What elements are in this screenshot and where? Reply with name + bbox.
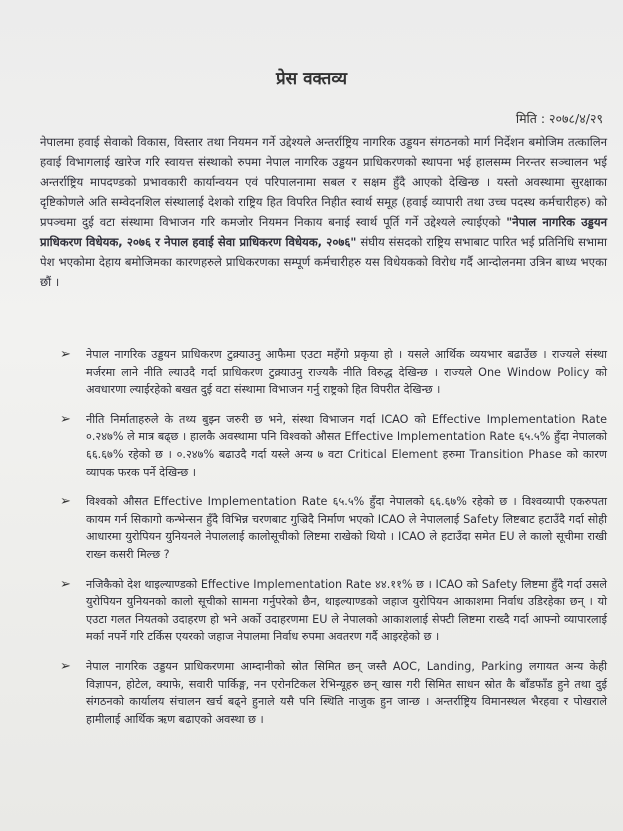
intro-bill-names: "नेपाल नागरिक उड्डयन प्राधिकरण विधेयक, २०७६ र नेपाल हवाई सेवा प्राधिकरण विधेयक, २०७६" (40, 215, 608, 249)
point-text: नीति निर्माताहरुले के तथ्य बुझ्न जरुरी छ भने, संस्था विभाजन गर्दा ICAO को Effective Implementation Rate ०.२४७% ले मात्र बढ्छ । हालकै अवस्थामा पनि विश्वको औसत Effective Implementation Rate ६५.५% हुँदा नेपालको ६६.६७% रहेको छ । ०.२४७% बढाउदै गर्दा यस्ले अन्य ७ वटा Critical Element हरुमा Transition Phase को कारण व्यापक फरक पर्ने देखिन्छ । (86, 412, 607, 479)
points-list (60, 346, 607, 740)
list-item (60, 346, 607, 399)
list-item (60, 411, 607, 481)
arrow-bullet-icon: ➢ (60, 347, 71, 362)
point-text: नजिकैको देश थाइल्याण्डको Effective Implementation Rate ४४.११% छ । ICAO को Safety लिष्टमा हुँदै गर्दा उसले युरोपियन युनियनको कालो सूचीको सामना गर्नुपरेको छैन, थाइल्याण्डको जहाज युरोपियन आकाशमा निर्वाध उडिरहेका छन् । यो एउटा गलत नियतको उदाहरण हो भने अर्को उदाहरणमा EU ले नेपालको आकाशलाई सेफ्टी लिष्टमा राख्दै गर्दा आफ्नो व्यापारलाई मर्का नपर्ने गरि टर्किस एयरको जहाज नेपालमा निर्वाध रुपमा अवतरण गर्दै आइरहेको छ । (86, 577, 607, 644)
list-item (60, 658, 607, 728)
intro-text-1: नेपालमा हवाई सेवाको विकास, विस्तार तथा नियमन गर्ने उद्देश्यले अन्तर्राष्ट्रिय नागरिक उड्डयन संगठनको मार्ग निर्देशन बमोजिम तत्कालिन हवाई विभागलाई खारेज गरि स्वायत्त संस्थाको रुपमा नेपाल नागरिक उड्डयन प्राधिकरणको स्थापना भई हालसम्म निरन्तर सञ्चालन भई अन्तर्राष्ट्रिय मापदण्डको प्रभावकारी कार्यान्वयन एवं परिपालनामा सबल र सक्षम हुँदै आएको देखिन्छ । यस्तो अवस्थामा सुरक्षाका दृष्टिकोणले अति सम्वेदनशिल संस्थालाई देशको राष्ट्रिय हित विपरित निहीत स्वार्थ समूह (हवाई व्यापारी तथा उच्च पदस्थ कर्मचारीहरु) को प्रपञ्चमा दुई वटा संस्थामा विभाजन गरि कमजोर नियमन निकाय बनाई स्वार्थ पूर्ति गर्ने उद्देश्यले ल्याईएको (40, 135, 607, 229)
page-title: प्रेस वक्तव्य (275, 69, 347, 89)
list-item (60, 493, 607, 563)
point-text: नेपाल नागरिक उड्डयन प्राधिकरणमा आम्दानीको स्रोत सिमित छन् जस्तै AOC, Landing, Parking लगायत अन्य केही विज्ञापन, होटेल, क्याफे, सवारी पार्किङ्ग, नन एरोनटिकल रेभिन्यूहरु छन् खास गरी सिमित साधन स्रोत कै बाँडफाँड हुने तथा दुई संगठनको कार्यालय संचालन खर्च बढ्ने हुनाले यसै पनि स्थिति नाजुक हुन जान्छ । अन्तर्राष्ट्रिय विमानस्थल भैरहवा र पोखराले हामीलाई आर्थिक ऋण बढाएको अवस्था छ । (86, 659, 607, 726)
intro-text-2: संघीय संसदको राष्ट्रिय सभाबाट पारित भई प्रतिनिधि सभामा पेश भएकोमा देहाय बमोजिमका कारणहरुले प्राधिकरणका सम्पूर्ण कर्मचारीहरु यस विधेयकको विरोध गर्दै आन्दोलनमा उत्रिन बाध्य भएका छौं । (40, 235, 607, 289)
arrow-bullet-icon: ➢ (60, 494, 71, 510)
arrow-bullet-icon: ➢ (60, 411, 71, 427)
arrow-bullet-icon: ➢ (60, 576, 71, 592)
list-item (60, 576, 607, 646)
arrow-bullet-icon: ➢ (60, 658, 71, 674)
intro-paragraph (40, 132, 607, 292)
date-line: मिति : २०७८/४/२९ (515, 111, 603, 126)
point-text: विश्वको औसत Effective Implementation Rate ६५.५% हुँदा नेपालको ६६.६७% रहेको छ । विश्वव्यापी एकरुपता कायम गर्न सिकागो कन्भेन्सन हुँदै विभिन्न चरणबाट गुज्रिदै निर्माण भएको ICAO ले नेपाललाई Safety लिष्टबाट हटाउँदै गर्दा सोही आधारमा युरोपियन युनियनले नेपाललाई कालोसूचीको लिष्टमा राखेको थियो । ICAO ले हटाउँदा समेत EU ले कालो सूचीमा राखी राख्न कसरी मिल्छ ? (86, 495, 607, 561)
point-text: नेपाल नागरिक उड्डयन प्राधिकरण टुक्र्याउनु आफैमा एउटा महँगो प्रकृया हो । यसले आर्थिक व्ययभार बढाउँछ । राज्यले संस्था मर्जरमा लाने नीति ल्याउदै गर्दा प्राधिकरण टुक्र्याउनु राज्यकै नीति विरुद्ध देखिन्छ । राज्यले One Window Policy को अवधारणा ल्याईरहेको बखत दुई वटा संस्थामा विभाजन गर्नु राष्ट्रको हित विपरीत देखिन्छ । (86, 348, 607, 397)
